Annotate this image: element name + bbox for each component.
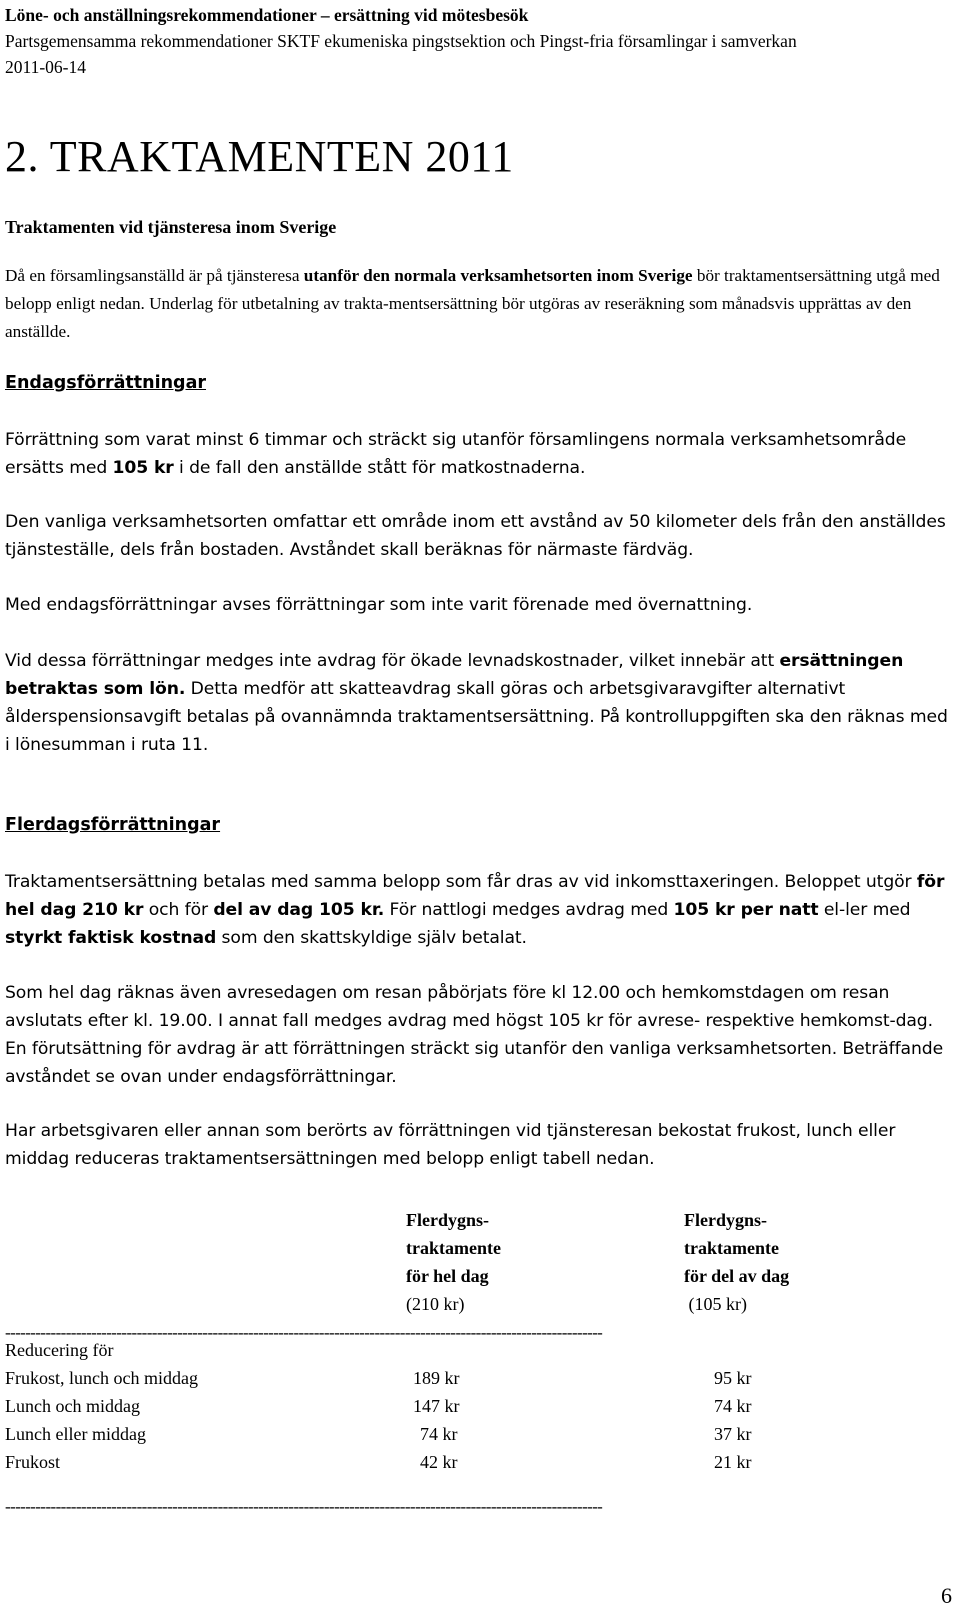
page-number: 6 [941,1583,952,1608]
flerdags-p1-text-g: el-ler med [818,900,911,920]
endags-paragraph-1 [5,426,955,482]
endags-paragraph-4 [5,647,955,759]
flerdags-p1-bold-f: 105 kr per natt [673,900,819,920]
row-value-del-av-dag: 95 kr [714,1368,752,1388]
endags-p1-text-c: i de fall den anställde stått för matkostnaderna. [173,458,586,478]
row-value-hel-dag: 42 kr [420,1452,458,1472]
endags-heading: Endagsförrättningar [5,373,207,393]
header-date: 2011-06-14 [5,57,87,77]
endags-p4-text-a: Vid dessa förrättningar medges inte avdrag för ökade levnadskostnader, vilket innebär att [5,651,780,671]
flerdags-p1-bold-d: del av dag 105 kr. [213,900,385,920]
col1-line-1: Flerdygns- [406,1210,489,1230]
row-value-del-av-dag: 37 kr [714,1424,752,1444]
row-label: Frukost, lunch och middag [5,1368,198,1388]
flerdags-p1-text-a: Traktamentsersättning betalas med samma belopp som får dras av vid inkomsttaxeringen. Beloppet utgör [5,872,917,892]
table-divider-bottom: ---------------------------------------------------------------------------------------------------------------------- [5,1497,603,1516]
col2-line-4: (105 kr) [684,1294,747,1314]
flerdags-p1-text-e: För nattlogi medges avdrag med [384,900,674,920]
table-divider-top: ---------------------------------------------------------------------------------------------------------------------- [5,1323,603,1342]
row-value-hel-dag: 189 kr [413,1368,460,1388]
flerdags-heading: Flerdagsförrättningar [5,815,221,835]
row-value-hel-dag: 74 kr [420,1424,458,1444]
section-subtitle: Traktamenten vid tjänsteresa inom Sverige [5,217,337,237]
row-label: Lunch och middag [5,1396,140,1416]
flerdags-p1-text-c: och för [143,900,214,920]
flerdags-p1-text-i: som den skattskyldige själv betalat. [216,928,527,948]
col1-line-4: (210 kr) [406,1294,465,1314]
table-column-header-del-av-dag [684,1206,789,1318]
flerdags-paragraph-2: Som hel dag räknas även avresedagen om resan påbörjats före kl 12.00 och hemkomstdagen om resan avslutats efter kl. 19.00. I annat fall medges avdrag med högst 105 kr för avrese- respektive hemkomst-dag. En förutsättning för avdrag är att förrättningen sträckt sig utanför den vanliga verksamhetsorten. Beträffande avståndet se ovan under endagsförrättningar. [5,983,944,1087]
col1-line-3: för hel dag [406,1266,489,1286]
col1-line-2: traktamente [406,1238,501,1258]
endags-paragraph-3: Med endagsförrättningar avses förrättningar som inte varit förenade med övernattning. [5,595,753,615]
row-label: Lunch eller middag [5,1424,146,1444]
endags-paragraph-2: Den vanliga verksamhetsorten omfattar ett område inom ett avstånd av 50 kilometer dels från den anställdes tjänsteställe, dels från bostaden. Avståndet skall beräknas för närmaste färdväg. [5,512,946,560]
endags-p1-amount: 105 kr [112,458,174,478]
table-reduction-label: Reducering för [5,1340,114,1360]
row-value-del-av-dag: 74 kr [714,1396,752,1416]
endags-p4-bold: ersättningen betraktas som lön. [5,651,904,699]
col2-line-2: traktamente [684,1238,779,1258]
flerdags-paragraph-1 [5,868,955,952]
table-column-header-hel-dag [406,1206,501,1318]
endags-p4-text-c: Detta medför att skatteavdrag skall göras och arbetsgivaravgifter alternativt ålderspensionsavgift betalas på ovannämnda traktamentsersättning. På kontrolluppgiften ska den räknas med i lönesumman i ruta 11. [5,679,948,755]
flerdags-paragraph-3: Har arbetsgivaren eller annan som berörts av förrättningen vid tjänsteresan bekostat frukost, lunch eller middag reduceras traktamentsersättningen med belopp enligt tabell nedan. [5,1121,896,1169]
intro-text-a: Då en församlingsanställd är på tjänsteresa [5,266,304,285]
endags-p1-text-a: Förrättning som varat minst 6 timmar och sträckt sig utanför församlingens normala verksamhetsområde ersätts med [5,430,907,478]
col2-line-3: för del av dag [684,1266,790,1286]
intro-text-bold: utanför den normala verksamhetsorten inom Sverige [303,266,693,285]
page-header [5,2,797,80]
intro-paragraph [5,262,955,346]
row-value-del-av-dag: 21 kr [714,1452,752,1472]
header-title: Löne- och anställningsrekommendationer – ersättning vid mötesbesök [5,5,529,25]
col2-line-1: Flerdygns- [684,1210,767,1230]
intro-text-c: bör traktamentsersättning utgå med belopp enligt nedan. Underlag för utbetalning av trakta-mentsersättning bör utgöras av reseräkning som månadsvis upprättas av den anställde. [5,266,940,341]
flerdags-p1-bold-b: för hel dag 210 kr [5,872,945,920]
section-title: 2. TRAKTAMENTEN 2011 [5,132,514,181]
header-organisation: Partsgemensamma rekommendationer SKTF ekumeniska pingstsektion och Pingst-fria församlingar i samverkan [5,31,797,51]
flerdags-p1-bold-h: styrkt faktisk kostnad [5,928,217,948]
row-value-hel-dag: 147 kr [413,1396,460,1416]
row-label: Frukost [5,1452,61,1472]
